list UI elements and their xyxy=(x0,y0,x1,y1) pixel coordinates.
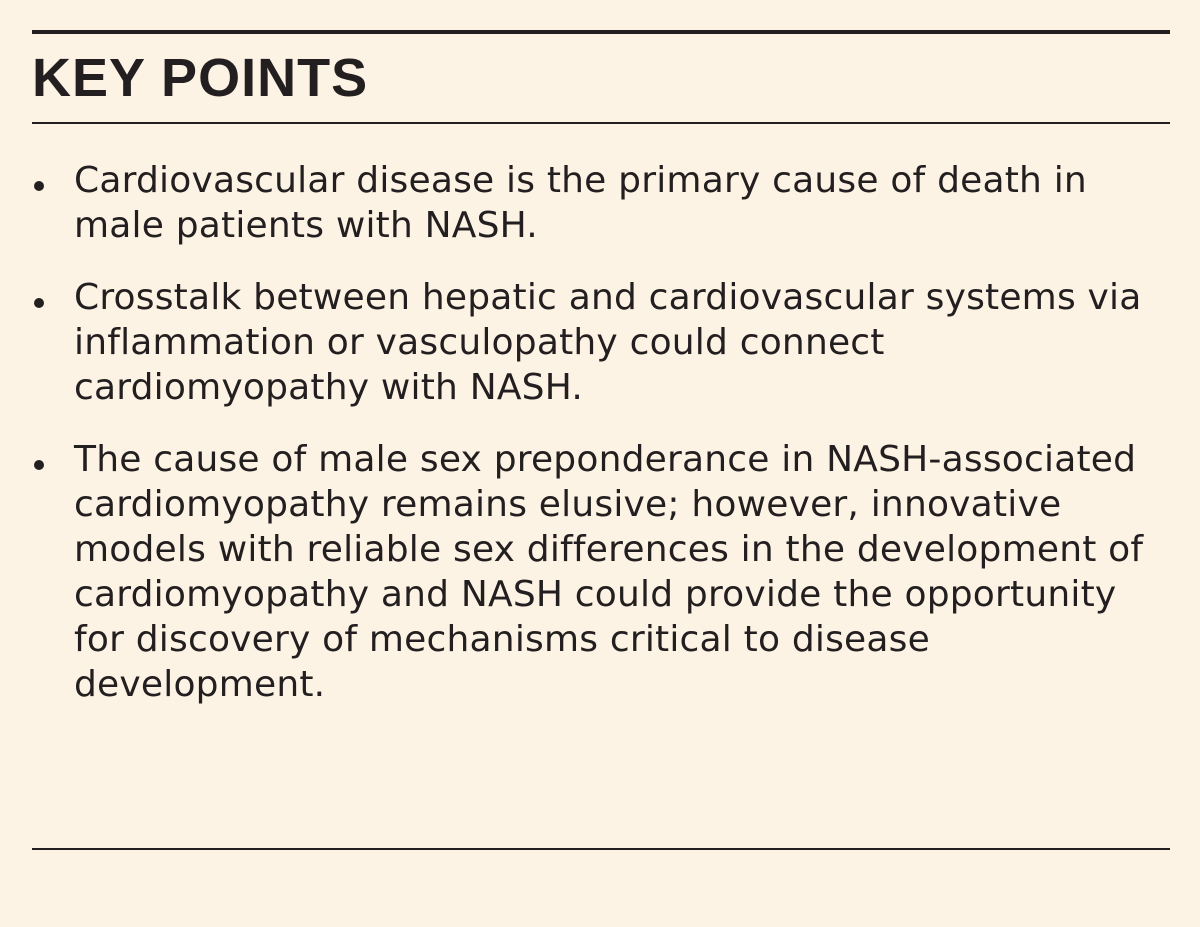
key-point-item xyxy=(32,437,1170,707)
key-points-title: KEY POINTS xyxy=(32,48,369,108)
bottom-rule xyxy=(32,848,1170,850)
bullet-icon xyxy=(34,460,44,470)
key-point-text: Cardiovascular disease is the primary cause of death in male patients with NASH. xyxy=(74,160,1087,246)
key-points-list xyxy=(32,158,1170,734)
top-rule xyxy=(32,30,1170,34)
key-point-item xyxy=(32,158,1170,248)
key-point-text: The cause of male sex preponderance in NASH-associated cardiomyopathy remains elusive; however, innovative models with reliable sex differences in the development of cardiomyopathy and NASH could provide the opportunity for discovery of mechanisms critical to disease development. xyxy=(74,439,1144,705)
key-point-text: Crosstalk between hepatic and cardiovascular systems via inflammation or vasculopathy could connect cardiomyopathy with NASH. xyxy=(74,277,1142,408)
bullet-icon xyxy=(34,298,44,308)
key-point-item xyxy=(32,275,1170,410)
title-divider xyxy=(32,122,1170,124)
bullet-icon xyxy=(34,181,44,191)
